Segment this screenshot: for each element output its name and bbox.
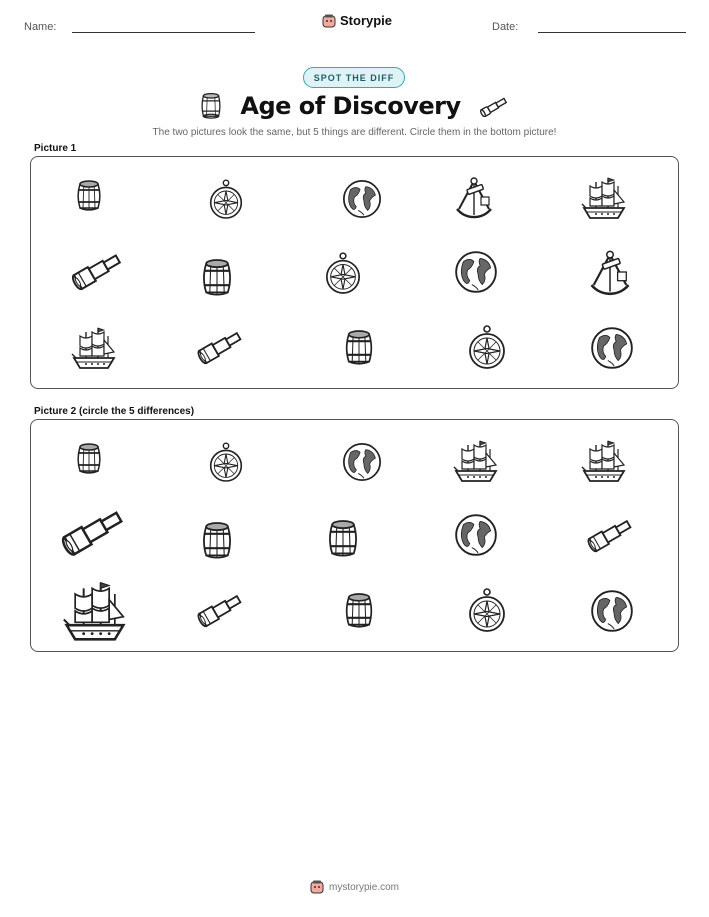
telescope-icon[interactable] xyxy=(55,502,131,562)
globe-icon[interactable] xyxy=(340,175,384,223)
name-label: Name: xyxy=(24,21,57,33)
globe-icon[interactable] xyxy=(340,438,384,486)
picture-1-label: Picture 1 xyxy=(34,143,77,154)
spot-the-diff-badge: SPOT THE DIFF xyxy=(303,67,405,88)
telescope-icon[interactable] xyxy=(193,325,247,369)
brand-name: Storypie xyxy=(340,13,393,28)
storypie-mascot-icon xyxy=(322,14,336,28)
brand-logo xyxy=(322,13,392,28)
ship-icon[interactable] xyxy=(69,323,119,373)
barrel-icon[interactable] xyxy=(195,253,239,303)
instructions: The two pictures look the same, but 5 things are different. Circle them in the bottom picture! xyxy=(152,127,557,138)
globe-icon[interactable] xyxy=(451,510,501,560)
sextant-icon[interactable] xyxy=(583,247,637,297)
picture-2-panel xyxy=(30,419,679,652)
compass-icon[interactable] xyxy=(465,321,509,375)
footer xyxy=(0,880,709,894)
ship-icon[interactable] xyxy=(577,436,631,486)
compass-icon[interactable] xyxy=(206,175,246,225)
title-row xyxy=(0,92,709,120)
sextant-icon[interactable] xyxy=(449,175,499,219)
picture-1-panel xyxy=(30,156,679,389)
ship-icon[interactable] xyxy=(59,576,131,646)
page-title: Age of Discovery xyxy=(240,92,461,120)
storypie-mascot-icon xyxy=(310,880,324,894)
barrel-icon[interactable] xyxy=(337,586,381,636)
compass-icon[interactable] xyxy=(321,247,365,301)
barrel-icon[interactable] xyxy=(321,514,365,564)
telescope-icon[interactable] xyxy=(583,512,637,558)
name-field[interactable] xyxy=(72,32,255,33)
barrel-icon[interactable] xyxy=(195,516,239,566)
ship-icon[interactable] xyxy=(449,436,503,486)
globe-icon[interactable] xyxy=(451,247,501,297)
barrel-icon xyxy=(198,92,224,120)
telescope-icon[interactable] xyxy=(65,247,129,295)
barrel-icon[interactable] xyxy=(337,323,381,373)
ship-icon[interactable] xyxy=(577,173,631,223)
compass-icon[interactable] xyxy=(465,584,509,638)
compass-icon[interactable] xyxy=(206,438,246,488)
barrel-icon[interactable] xyxy=(69,434,109,484)
telescope-icon[interactable] xyxy=(193,588,247,632)
barrel-icon[interactable] xyxy=(69,171,109,221)
picture-2-label: Picture 2 (circle the 5 differences) xyxy=(34,406,195,417)
date-field[interactable] xyxy=(538,32,686,33)
footer-url[interactable]: mystorypie.com xyxy=(328,881,399,893)
globe-icon[interactable] xyxy=(587,586,637,636)
date-label: Date: xyxy=(492,21,519,33)
telescope-icon xyxy=(477,95,511,117)
globe-icon[interactable] xyxy=(587,323,637,373)
